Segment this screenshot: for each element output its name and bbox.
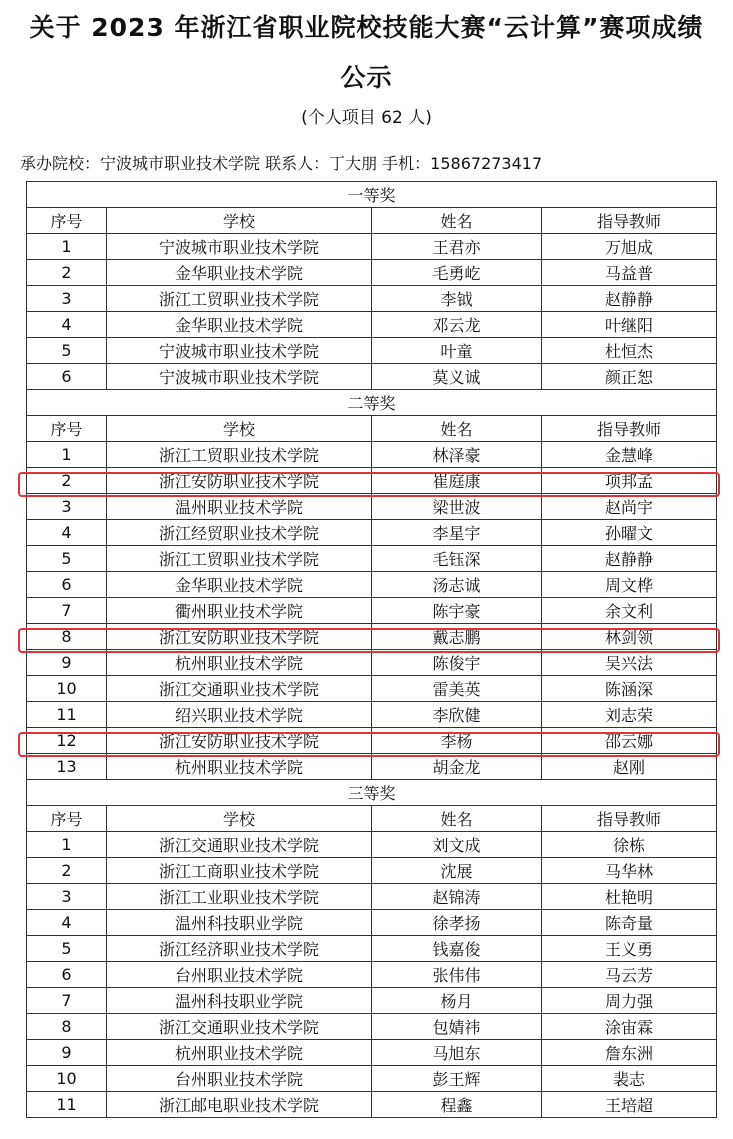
- cell-school: 金华职业技术学院: [107, 260, 372, 286]
- cell-teacher: 王义勇: [542, 936, 717, 962]
- cell-index: 3: [27, 286, 107, 312]
- cell-school: 浙江邮电职业技术学院: [107, 1092, 372, 1118]
- cell-name: 叶童: [372, 338, 542, 364]
- table-row: [27, 962, 717, 988]
- cell-teacher: 邵云娜: [542, 728, 717, 754]
- cell-teacher: 周力强: [542, 988, 717, 1014]
- cell-name: 林泽豪: [372, 442, 542, 468]
- column-header: 指导教师: [542, 416, 717, 442]
- cell-name: 钱嘉俊: [372, 936, 542, 962]
- column-header-row: [27, 208, 717, 234]
- cell-name: 陈宇豪: [372, 598, 542, 624]
- cell-name: 胡金龙: [372, 754, 542, 780]
- table-row: [27, 676, 717, 702]
- cell-school: 浙江工商职业技术学院: [107, 858, 372, 884]
- cell-teacher: 万旭成: [542, 234, 717, 260]
- column-header: 姓名: [372, 208, 542, 234]
- cell-school: 浙江安防职业技术学院: [107, 624, 372, 650]
- cell-school: 浙江工贸职业技术学院: [107, 286, 372, 312]
- award-level: 二等奖: [27, 390, 717, 416]
- cell-teacher: 王培超: [542, 1092, 717, 1118]
- cell-name: 李星宇: [372, 520, 542, 546]
- table-row: [27, 858, 717, 884]
- table-row: [27, 936, 717, 962]
- cell-name: 沈展: [372, 858, 542, 884]
- cell-index: 3: [27, 494, 107, 520]
- cell-index: 2: [27, 260, 107, 286]
- cell-school: 温州职业技术学院: [107, 494, 372, 520]
- column-header: 序号: [27, 416, 107, 442]
- cell-teacher: 杜恒杰: [542, 338, 717, 364]
- table-row: [27, 832, 717, 858]
- table-row: [27, 1066, 717, 1092]
- cell-index: 6: [27, 572, 107, 598]
- cell-name: 崔庭康: [372, 468, 542, 494]
- cell-teacher: 项邦孟: [542, 468, 717, 494]
- cell-school: 浙江工贸职业技术学院: [107, 442, 372, 468]
- table-row: [27, 468, 717, 494]
- cell-name: 戴志鹏: [372, 624, 542, 650]
- cell-school: 浙江工业职业技术学院: [107, 884, 372, 910]
- cell-index: 11: [27, 1092, 107, 1118]
- document-title-continued: 公示: [340, 63, 393, 92]
- cell-index: 11: [27, 702, 107, 728]
- table-row: [27, 598, 717, 624]
- cell-index: 1: [27, 442, 107, 468]
- table-row: [27, 442, 717, 468]
- cell-school: 台州职业技术学院: [107, 962, 372, 988]
- column-header: 指导教师: [542, 806, 717, 832]
- cell-index: 9: [27, 1040, 107, 1066]
- table-row: [27, 260, 717, 286]
- cell-teacher: 金慧峰: [542, 442, 717, 468]
- cell-teacher: 余文利: [542, 598, 717, 624]
- cell-index: 4: [27, 910, 107, 936]
- column-header: 姓名: [372, 416, 542, 442]
- cell-name: 毛钰深: [372, 546, 542, 572]
- cell-teacher: 赵刚: [542, 754, 717, 780]
- document-subtitle: (个人项目 62 人): [301, 108, 432, 128]
- table-row: [27, 364, 717, 390]
- cell-school: 温州科技职业学院: [107, 910, 372, 936]
- cell-index: 5: [27, 338, 107, 364]
- cell-school: 温州科技职业学院: [107, 988, 372, 1014]
- award-section-header: [27, 390, 717, 416]
- cell-name: 刘文成: [372, 832, 542, 858]
- cell-name: 彭王辉: [372, 1066, 542, 1092]
- column-header: 学校: [107, 208, 372, 234]
- cell-name: 杨月: [372, 988, 542, 1014]
- column-header: 序号: [27, 208, 107, 234]
- cell-school: 浙江交通职业技术学院: [107, 832, 372, 858]
- cell-school: 浙江交通职业技术学院: [107, 1014, 372, 1040]
- cell-index: 7: [27, 598, 107, 624]
- cell-school: 浙江安防职业技术学院: [107, 468, 372, 494]
- table-row: [27, 572, 717, 598]
- cell-name: 雷美英: [372, 676, 542, 702]
- cell-school: 杭州职业技术学院: [107, 754, 372, 780]
- cell-name: 包婧祎: [372, 1014, 542, 1040]
- cell-name: 李欣健: [372, 702, 542, 728]
- cell-teacher: 马华林: [542, 858, 717, 884]
- cell-name: 邓云龙: [372, 312, 542, 338]
- cell-teacher: 陈涵深: [542, 676, 717, 702]
- table-row: [27, 884, 717, 910]
- cell-teacher: 马云芳: [542, 962, 717, 988]
- table-row: [27, 1040, 717, 1066]
- cell-name: 徐孝扬: [372, 910, 542, 936]
- award-section-header: [27, 780, 717, 806]
- cell-teacher: 裴志: [542, 1066, 717, 1092]
- cell-school: 衢州职业技术学院: [107, 598, 372, 624]
- table-row: [27, 754, 717, 780]
- cell-teacher: 刘志荣: [542, 702, 717, 728]
- table-row: [27, 494, 717, 520]
- column-header: 序号: [27, 806, 107, 832]
- award-level: 一等奖: [27, 182, 717, 208]
- table-row: [27, 728, 717, 754]
- table-row: [27, 312, 717, 338]
- cell-teacher: 赵静静: [542, 546, 717, 572]
- cell-index: 6: [27, 962, 107, 988]
- cell-index: 5: [27, 546, 107, 572]
- cell-name: 马旭东: [372, 1040, 542, 1066]
- results-table: [26, 181, 717, 1118]
- cell-school: 绍兴职业技术学院: [107, 702, 372, 728]
- cell-school: 浙江工贸职业技术学院: [107, 546, 372, 572]
- cell-index: 7: [27, 988, 107, 1014]
- cell-name: 程鑫: [372, 1092, 542, 1118]
- cell-teacher: 赵静静: [542, 286, 717, 312]
- cell-name: 莫义诚: [372, 364, 542, 390]
- table-row: [27, 286, 717, 312]
- table-row: [27, 546, 717, 572]
- cell-index: 4: [27, 312, 107, 338]
- cell-school: 宁波城市职业技术学院: [107, 234, 372, 260]
- column-header-row: [27, 806, 717, 832]
- cell-index: 13: [27, 754, 107, 780]
- table-row: [27, 988, 717, 1014]
- cell-teacher: 赵尚宇: [542, 494, 717, 520]
- cell-name: 毛勇屹: [372, 260, 542, 286]
- cell-teacher: 颜正恕: [542, 364, 717, 390]
- cell-index: 1: [27, 832, 107, 858]
- column-header: 学校: [107, 416, 372, 442]
- cell-name: 陈俊宇: [372, 650, 542, 676]
- cell-index: 10: [27, 1066, 107, 1092]
- cell-name: 张伟伟: [372, 962, 542, 988]
- cell-school: 浙江经贸职业技术学院: [107, 520, 372, 546]
- cell-index: 10: [27, 676, 107, 702]
- cell-school: 浙江安防职业技术学院: [107, 728, 372, 754]
- cell-name: 赵锦涛: [372, 884, 542, 910]
- column-header: 学校: [107, 806, 372, 832]
- cell-teacher: 陈奇量: [542, 910, 717, 936]
- document-title: 关于 2023 年浙江省职业院校技能大赛“云计算”赛项成绩: [29, 13, 704, 42]
- cell-index: 2: [27, 468, 107, 494]
- cell-name: 李钺: [372, 286, 542, 312]
- cell-teacher: 叶继阳: [542, 312, 717, 338]
- cell-school: 浙江交通职业技术学院: [107, 676, 372, 702]
- column-header-row: [27, 416, 717, 442]
- cell-index: 8: [27, 1014, 107, 1040]
- cell-school: 金华职业技术学院: [107, 572, 372, 598]
- award-section-header: [27, 182, 717, 208]
- column-header: 姓名: [372, 806, 542, 832]
- cell-name: 汤志诚: [372, 572, 542, 598]
- table-row: [27, 910, 717, 936]
- cell-name: 李杨: [372, 728, 542, 754]
- cell-name: 梁世波: [372, 494, 542, 520]
- table-row: [27, 338, 717, 364]
- cell-teacher: 周文桦: [542, 572, 717, 598]
- table-row: [27, 702, 717, 728]
- table-row: [27, 624, 717, 650]
- cell-teacher: 吴兴法: [542, 650, 717, 676]
- organizer-contact: 承办院校：宁波城市职业技术学院 联系人：丁大朋 手机：15867273417: [20, 154, 543, 173]
- cell-school: 杭州职业技术学院: [107, 1040, 372, 1066]
- cell-teacher: 涂宙霖: [542, 1014, 717, 1040]
- cell-school: 台州职业技术学院: [107, 1066, 372, 1092]
- cell-teacher: 杜艳明: [542, 884, 717, 910]
- cell-index: 12: [27, 728, 107, 754]
- cell-name: 王君亦: [372, 234, 542, 260]
- table-row: [27, 1014, 717, 1040]
- table-row: [27, 1092, 717, 1118]
- cell-index: 1: [27, 234, 107, 260]
- cell-index: 2: [27, 858, 107, 884]
- cell-teacher: 林剑领: [542, 624, 717, 650]
- cell-teacher: 詹东洲: [542, 1040, 717, 1066]
- cell-index: 6: [27, 364, 107, 390]
- cell-teacher: 孙曜文: [542, 520, 717, 546]
- table-row: [27, 234, 717, 260]
- cell-school: 浙江经济职业技术学院: [107, 936, 372, 962]
- cell-index: 4: [27, 520, 107, 546]
- cell-index: 9: [27, 650, 107, 676]
- cell-school: 杭州职业技术学院: [107, 650, 372, 676]
- cell-index: 8: [27, 624, 107, 650]
- award-level: 三等奖: [27, 780, 717, 806]
- cell-school: 宁波城市职业技术学院: [107, 364, 372, 390]
- table-row: [27, 650, 717, 676]
- table-row: [27, 520, 717, 546]
- cell-school: 宁波城市职业技术学院: [107, 338, 372, 364]
- cell-index: 5: [27, 936, 107, 962]
- cell-teacher: 马益普: [542, 260, 717, 286]
- cell-school: 金华职业技术学院: [107, 312, 372, 338]
- cell-teacher: 徐栋: [542, 832, 717, 858]
- cell-index: 3: [27, 884, 107, 910]
- column-header: 指导教师: [542, 208, 717, 234]
